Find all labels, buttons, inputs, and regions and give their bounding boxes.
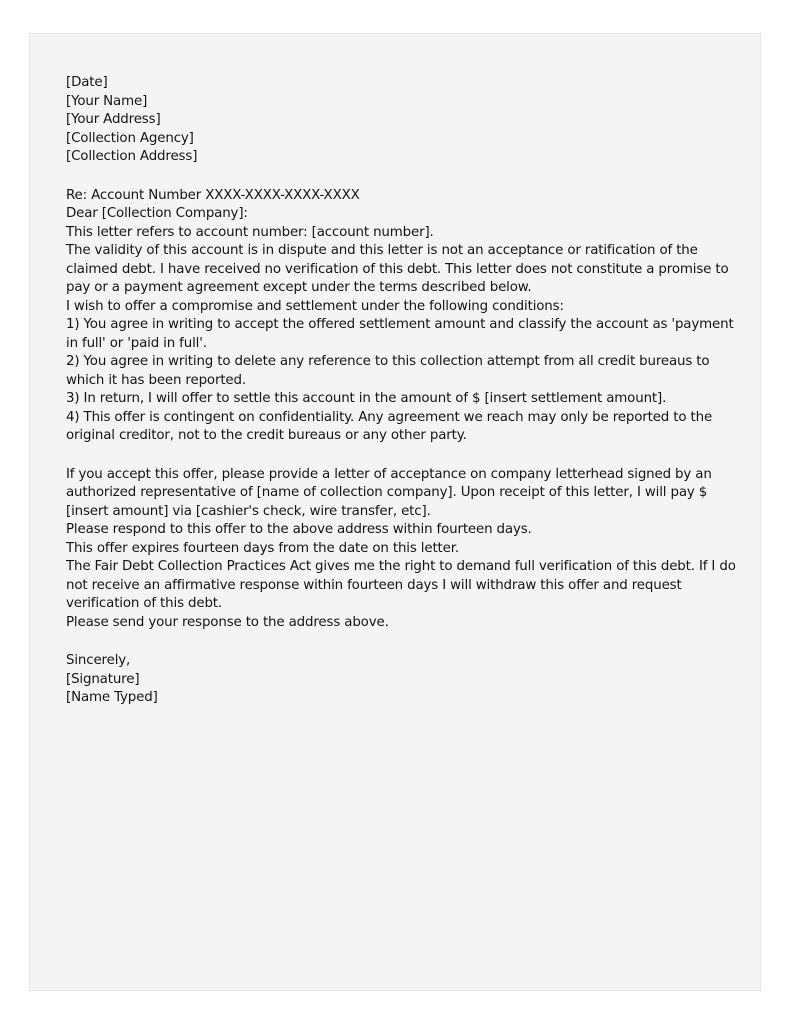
paragraph-account-reference: This letter refers to account number: [account number]. [66,224,434,240]
typed-name-placeholder: [Name Typed] [66,690,158,705]
conditions-list [66,316,736,446]
paragraph-send-response: Please send your response to the address above. [66,614,389,630]
signature-placeholder: [Signature] [66,671,140,687]
condition-item: 1) You agree in writing to accept the offered settlement amount and classify the account as 'payment in full' or 'paid in full'. [66,317,734,351]
condition-item: 4) This offer is contingent on confidentiality. Any agreement we reach may only be reported to the original creditor, not to the credit bureaus or any other party. [66,409,713,443]
closing-line: Sincerely, [66,653,131,668]
salutation: Dear [Collection Company]: [66,206,248,221]
spacer [66,632,736,652]
letter-page [29,33,761,991]
agency-address-line: [Collection Address] [66,149,198,164]
paragraph-expiry: This offer expires fourteen days from the date on this letter. [66,540,459,556]
condition-item: 3) In return, I will offer to settle this account in the amount of $ [insert settlement amount]. [66,391,667,406]
paragraph-respond: Please respond to this offer to the above address within fourteen days. [66,522,532,537]
sender-address-line: [Your Address] [66,112,161,127]
paragraph-dispute: The validity of this account is in dispute and this letter is not an acceptance or ratification of the claimed debt. I have received no verification of this debt. This letter does not constitute a promise to pay or a payment agreement except under the terms described below. [66,243,729,295]
date-line: [Date] [66,75,108,90]
letter-body [66,74,736,708]
reference-line: Re: Account Number XXXX-XXXX-XXXX-XXXX [66,187,360,203]
condition-item: 2) You agree in writing to delete any reference to this collection attempt from all credit bureaus to which it has been reported. [66,354,710,388]
agency-name-line: [Collection Agency] [66,130,194,146]
paragraph-fdcpa: The Fair Debt Collection Practices Act gives me the right to demand full verification of this debt. If I do not receive an affirmative response within fourteen days I will withdraw this offer and request verification of this debt. [66,559,736,611]
paragraph-offer-intro: I wish to offer a compromise and settlement under the following conditions: [66,298,564,314]
sender-name-line: [Your Name] [66,93,148,109]
address-block [66,74,736,167]
paragraph-acceptance: If you accept this offer, please provide a letter of acceptance on company letterhead signed by an authorized representative of [name of collection company]. Upon receipt of this letter, I will pay $ [insert amount] via [cashier's check, wire transfer, etc]. [66,466,712,519]
